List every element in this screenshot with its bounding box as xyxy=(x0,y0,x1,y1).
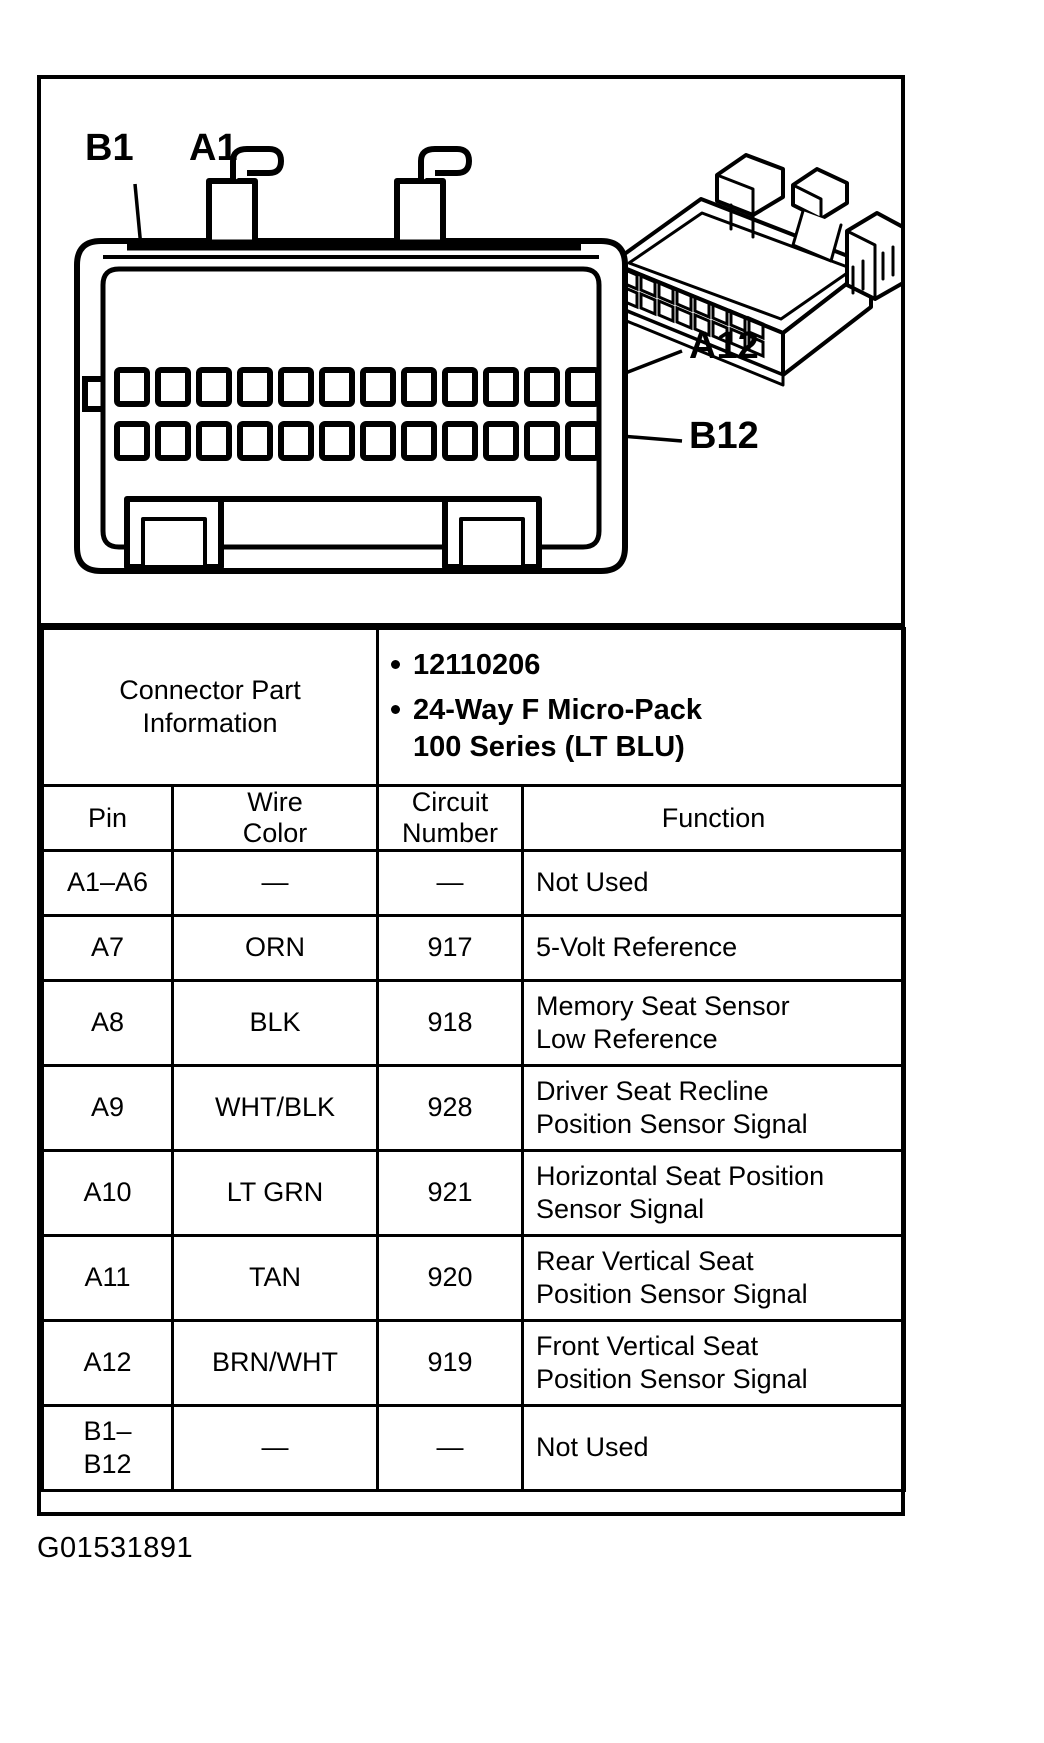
table-header-row xyxy=(43,786,905,851)
connector-part-bullet-list xyxy=(379,630,903,784)
bullet-1-line-0: 24-Way F Micro-Pack xyxy=(413,693,703,726)
cell-function xyxy=(523,1066,905,1151)
cell-function-line: Memory Seat Sensor xyxy=(536,990,790,1021)
pin-cavity-a7 xyxy=(363,370,393,404)
column-header-circuit-number xyxy=(378,786,523,851)
cell-wire-color: LT GRN xyxy=(173,1151,378,1236)
cell-function-line: Rear Vertical Seat xyxy=(536,1245,754,1276)
cell-circuit-number: 917 xyxy=(378,916,523,981)
connector-keying-ribs xyxy=(209,149,469,241)
figure-reference-code: G01531891 xyxy=(37,1532,194,1564)
cpi-label-line2: Information xyxy=(142,708,278,739)
pin-cavity-a9 xyxy=(445,370,475,404)
cell-circuit-number: 921 xyxy=(378,1151,523,1236)
cell-wire-color: BRN/WHT xyxy=(173,1321,378,1406)
pin-cavity-b12 xyxy=(568,424,598,458)
cell-function xyxy=(523,981,905,1066)
cell-pin: A10 xyxy=(43,1151,173,1236)
cell-wire-color: — xyxy=(173,851,378,916)
cpi-label-line1: Connector Part xyxy=(119,674,301,705)
cell-function xyxy=(523,851,905,916)
cell-wire-color: TAN xyxy=(173,1236,378,1321)
cell-circuit-number: 920 xyxy=(378,1236,523,1321)
table-row xyxy=(43,1236,905,1321)
cell-pin-line: B12 xyxy=(83,1449,132,1480)
pin-cavity-a12 xyxy=(568,370,598,404)
column-header-wire-color-line1: Wire xyxy=(247,787,303,818)
bullet-1-line-1: 100 Series (LT BLU) xyxy=(413,731,685,764)
cell-pin xyxy=(43,1406,173,1491)
pin-cavity-a5 xyxy=(281,370,311,404)
pin-cavity-a1 xyxy=(117,370,147,404)
pin-cavity-a11 xyxy=(527,370,557,404)
bullet-0-line-0: 12110206 xyxy=(413,649,541,681)
pin-cavity-a2 xyxy=(158,370,188,404)
pin-cavity-a10 xyxy=(486,370,516,404)
connector-part-information-row xyxy=(43,629,905,786)
cell-function-line: Position Sensor Signal xyxy=(536,1364,808,1395)
cell-function-line: Horizontal Seat Position xyxy=(536,1160,825,1191)
cell-pin: A11 xyxy=(43,1236,173,1321)
cell-function-line: Position Sensor Signal xyxy=(536,1279,808,1310)
pin-cavity-b6 xyxy=(322,424,352,458)
callout-label-a12: A12 xyxy=(689,325,759,367)
pin-cavity-a6 xyxy=(322,370,352,404)
cell-function xyxy=(523,1151,905,1236)
pin-cavity-b1 xyxy=(117,424,147,458)
pin-cavity-b8 xyxy=(404,424,434,458)
column-header-circuit-number-line1: Circuit xyxy=(411,787,489,818)
cell-circuit-number: 918 xyxy=(378,981,523,1066)
pin-cavity-b2 xyxy=(158,424,188,458)
column-header-pin: Pin xyxy=(43,786,173,851)
cell-function xyxy=(523,1406,905,1491)
cell-function-line: Position Sensor Signal xyxy=(536,1109,808,1140)
pin-cavity-b3 xyxy=(199,424,229,458)
cell-function-line: Not Used xyxy=(536,867,649,898)
connector-drawing xyxy=(41,79,901,623)
table-row xyxy=(43,1151,905,1236)
cell-wire-color: — xyxy=(173,1406,378,1491)
column-header-circuit-number-line2: Number xyxy=(401,818,499,849)
callout-label-b12: B12 xyxy=(689,415,759,457)
cell-circuit-number: 928 xyxy=(378,1066,523,1151)
column-header-wire-color xyxy=(173,786,378,851)
cell-pin: A1–A6 xyxy=(43,851,173,916)
connector-illustration-panel xyxy=(41,79,901,627)
pin-cavity-a3 xyxy=(199,370,229,404)
column-header-wire-color-line2: Color xyxy=(242,818,308,849)
pin-cavity-b10 xyxy=(486,424,516,458)
callout-label-a1: A1 xyxy=(189,127,238,169)
cell-function xyxy=(523,1321,905,1406)
pin-cavity-b9 xyxy=(445,424,475,458)
cell-function-line: Low Reference xyxy=(536,1024,718,1055)
cell-pin-line: B1– xyxy=(83,1415,132,1446)
cell-function-line: Sensor Signal xyxy=(536,1194,705,1225)
cell-function xyxy=(523,1236,905,1321)
cell-function xyxy=(523,916,905,981)
diagram-sheet xyxy=(37,75,905,1516)
cell-pin: A9 xyxy=(43,1066,173,1151)
pin-cavity-b5 xyxy=(281,424,311,458)
table-row xyxy=(43,1321,905,1406)
cell-function-line: Driver Seat Recline xyxy=(536,1075,769,1106)
cell-function-line: 5-Volt Reference xyxy=(536,932,738,963)
connector-part-information-label xyxy=(43,629,378,786)
cell-wire-color: ORN xyxy=(173,916,378,981)
table-row xyxy=(43,851,905,916)
callout-label-b1: B1 xyxy=(85,127,134,169)
table-row xyxy=(43,981,905,1066)
connector-part-bullet-0 xyxy=(413,647,893,685)
pin-cavity-a8 xyxy=(404,370,434,404)
pin-cavity-a4 xyxy=(240,370,270,404)
table-row xyxy=(43,1066,905,1151)
pin-cavity-b11 xyxy=(527,424,557,458)
connector-pinout-table xyxy=(41,627,906,1492)
pin-cavity-b4 xyxy=(240,424,270,458)
cell-circuit-number: 919 xyxy=(378,1321,523,1406)
cell-circuit-number: — xyxy=(378,1406,523,1491)
connector-part-information-value xyxy=(378,629,905,786)
connector-part-bullet-1 xyxy=(413,692,893,767)
cell-pin: A7 xyxy=(43,916,173,981)
column-header-function: Function xyxy=(523,786,905,851)
cell-function-line: Not Used xyxy=(536,1432,649,1463)
cell-function-line: Front Vertical Seat xyxy=(536,1330,759,1361)
table-row xyxy=(43,916,905,981)
cell-pin: A8 xyxy=(43,981,173,1066)
cell-wire-color: WHT/BLK xyxy=(173,1066,378,1151)
pin-cavity-b7 xyxy=(363,424,393,458)
cell-pin: A12 xyxy=(43,1321,173,1406)
cell-circuit-number: — xyxy=(378,851,523,916)
table-row xyxy=(43,1406,905,1491)
cell-wire-color: BLK xyxy=(173,981,378,1066)
